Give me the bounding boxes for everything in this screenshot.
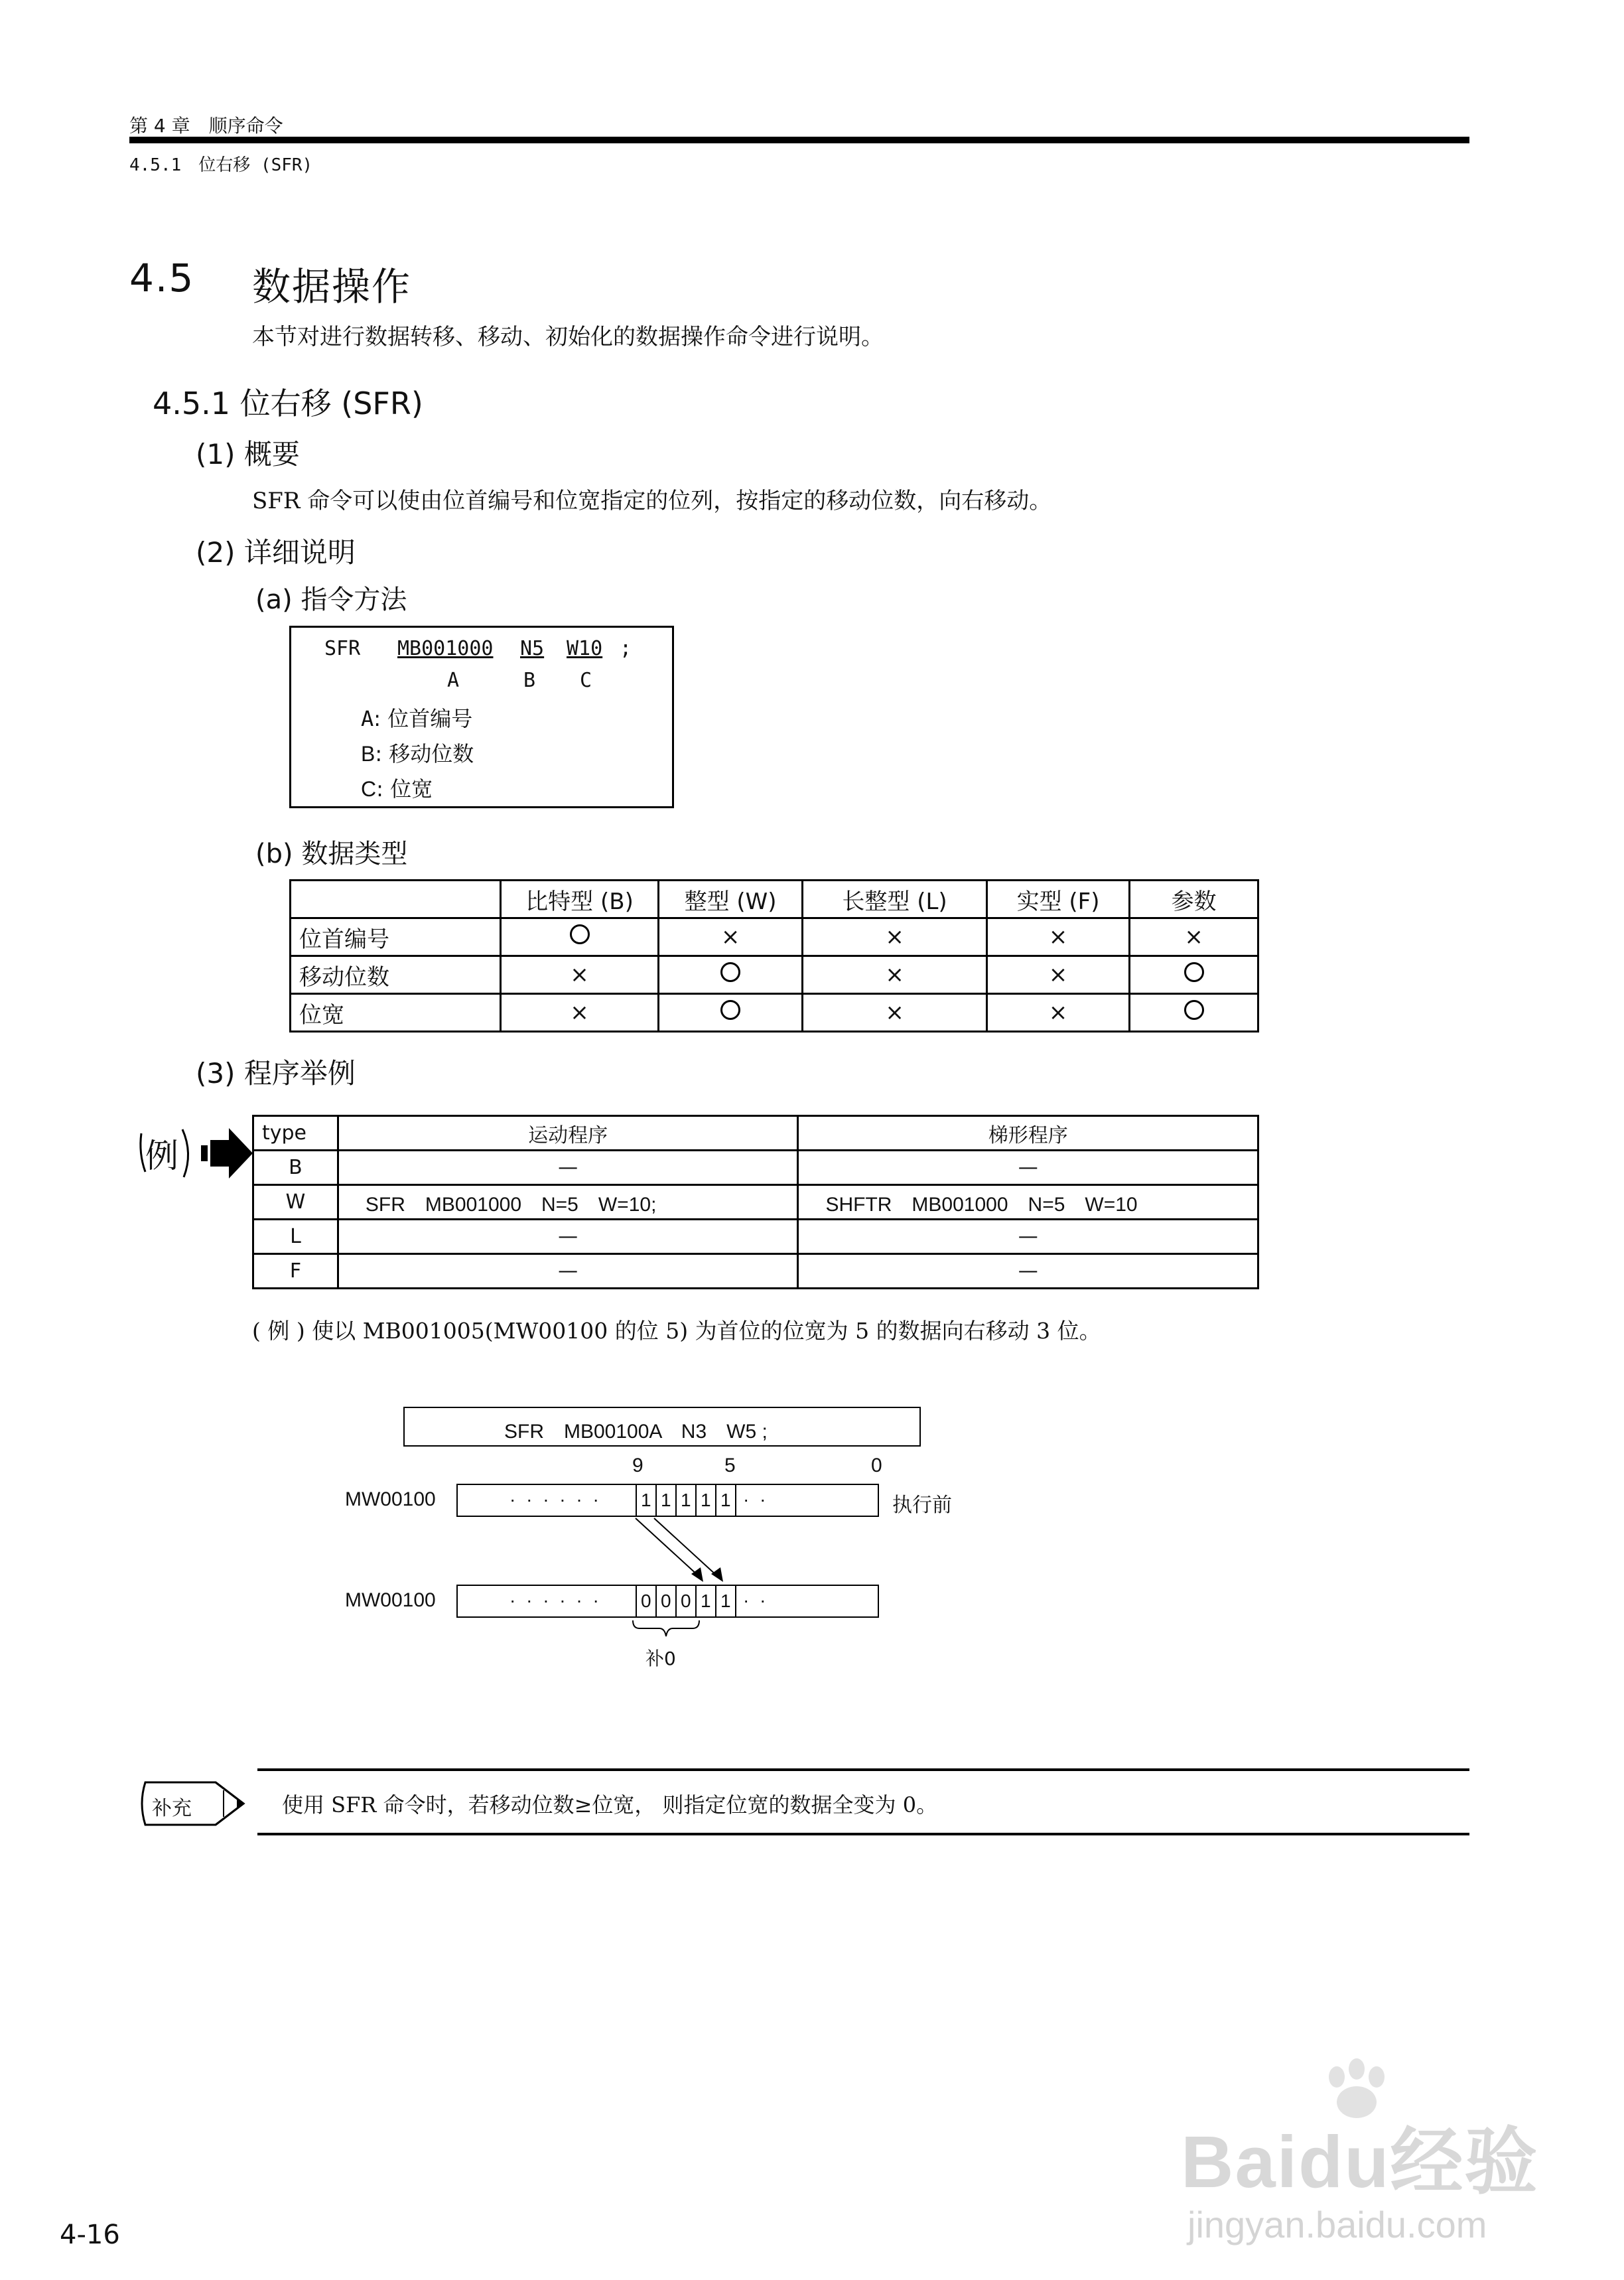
example-row <box>253 1254 1258 1289</box>
legend-b-text: : 移动位数 <box>375 741 474 766</box>
example-type-cell: F <box>253 1254 338 1289</box>
example-row <box>253 1185 1258 1220</box>
bit-cell: 1 <box>701 1490 711 1510</box>
example-motion-cell: — <box>338 1220 798 1254</box>
example-icon-label: 例 <box>145 1137 178 1175</box>
bit-cell: 0 <box>661 1591 671 1611</box>
circle-mark <box>501 918 659 956</box>
types-heading: (b) 数据类型 <box>255 839 408 869</box>
types-table <box>289 879 1259 1033</box>
section-ref: 4.5.1 位右移 (SFR) <box>129 155 313 175</box>
circle-mark <box>1130 956 1258 994</box>
legend-b <box>361 737 474 768</box>
example-heading: (3) 程序举例 <box>196 1057 356 1090</box>
method-heading: (a) 指令方法 <box>255 585 407 615</box>
circle-mark <box>658 956 803 994</box>
note-text: 使用 SFR 命令时，若移动位数≥位宽， 则指定位宽的数据全变为 0。 <box>282 1792 938 1817</box>
cross-mark: × <box>803 994 986 1032</box>
syntax-semicolon: ; <box>620 637 632 660</box>
types-header-row <box>291 881 1258 918</box>
types-header-cell: 长整型 (L) <box>803 881 986 918</box>
page-number: 4-16 <box>60 2220 120 2250</box>
cross-mark: × <box>803 956 986 994</box>
chapter-header: 第 4 章 顺序命令 <box>129 115 283 137</box>
cross-mark: × <box>986 956 1130 994</box>
example-type-cell: B <box>253 1151 338 1185</box>
syntax-op: SFR <box>324 637 361 660</box>
watermark-logo: Baidu经验 <box>1181 2121 1539 2203</box>
bit-cell: 1 <box>661 1490 671 1510</box>
types-header-cell: 实型 (F) <box>986 881 1130 918</box>
cross-mark: × <box>986 918 1130 956</box>
bit-position-9: 9 <box>632 1455 643 1476</box>
bit-cell: 1 <box>701 1591 711 1611</box>
note-bottom-rule <box>257 1833 1469 1835</box>
legend-c-key: C <box>361 777 377 801</box>
cross-mark: × <box>501 994 659 1032</box>
header-rule <box>129 137 1469 143</box>
types-header-cell: 整型 (W) <box>658 881 803 918</box>
syntax-arg-c: W10 <box>567 637 603 660</box>
example-header-cell: 梯形程序 <box>798 1116 1258 1151</box>
overview-text: SFR 命令可以使由位首编号和位宽指定的位列，按指定的移动位数，向右移动。 <box>252 488 1052 514</box>
example-table <box>252 1115 1259 1289</box>
cross-mark: × <box>803 918 986 956</box>
diagram-command-box <box>403 1407 921 1447</box>
note-icon <box>136 1770 249 1837</box>
register-before <box>456 1484 879 1517</box>
example-motion-cell: SFR MB001000 N=5 W=10; <box>338 1185 798 1220</box>
register-after-tail: · · <box>743 1590 769 1610</box>
register-after-dots: · · · · · · <box>509 1590 602 1610</box>
types-row <box>291 918 1258 956</box>
paw-icon <box>1317 2057 1396 2123</box>
detail-heading: (2) 详细说明 <box>196 536 356 569</box>
syntax-box <box>289 626 674 808</box>
example-ladder-cell: SHFTR MB001000 N=5 W=10 <box>798 1185 1258 1220</box>
register-after-label: MW00100 <box>345 1589 436 1611</box>
cross-mark: × <box>1130 918 1258 956</box>
syntax-label-a: A <box>447 669 460 692</box>
bit-position-5: 5 <box>724 1455 736 1476</box>
subsection-heading: 4.5.1 位右移 (SFR) <box>153 386 423 421</box>
cross-mark: × <box>501 956 659 994</box>
bit-cell: 1 <box>641 1490 651 1510</box>
note-top-rule <box>257 1768 1469 1771</box>
example-row <box>253 1220 1258 1254</box>
register-before-dots: · · · · · · <box>509 1489 602 1510</box>
example-ladder-cell: — <box>798 1254 1258 1289</box>
shift-arrows <box>630 1517 736 1590</box>
register-before-label: MW00100 <box>345 1488 436 1510</box>
cross-mark: × <box>986 994 1130 1032</box>
bit-position-0: 0 <box>871 1455 882 1476</box>
circle-mark <box>1130 994 1258 1032</box>
types-header-cell: 参数 <box>1130 881 1258 918</box>
overview-heading: (1) 概要 <box>196 438 300 470</box>
bit-cell: 0 <box>641 1591 651 1611</box>
before-label: 执行前 <box>892 1494 952 1517</box>
syntax-label-c: C <box>580 669 592 692</box>
types-header-cell <box>291 881 501 918</box>
cross-mark: × <box>658 918 803 956</box>
note-icon-label: 补充 <box>152 1797 192 1820</box>
example-caption: ( 例 ) 使以 MB001005(MW00100 的位 5) 为首位的位宽为 5 的数据向右移动 3 位。 <box>252 1318 1101 1344</box>
fill-label: 补0 <box>645 1648 676 1670</box>
example-ladder-cell: — <box>798 1220 1258 1254</box>
example-header-cell: 运动程序 <box>338 1116 798 1151</box>
watermark-url: jingyan.baidu.com <box>1187 2204 1487 2245</box>
fill-brace <box>630 1619 703 1646</box>
types-row-label: 位首编号 <box>291 918 501 956</box>
bit-cell: 1 <box>720 1490 731 1510</box>
circle-mark <box>658 994 803 1032</box>
legend-b-key: B <box>361 742 375 766</box>
example-icon <box>136 1120 255 1186</box>
types-row <box>291 956 1258 994</box>
example-motion-cell: — <box>338 1254 798 1289</box>
syntax-arg-a: MB001000 <box>397 637 494 660</box>
legend-c-text: : 位宽 <box>376 776 433 802</box>
example-header-cell: type <box>253 1116 338 1151</box>
example-motion-cell: — <box>338 1151 798 1185</box>
types-header-cell: 比特型 (B) <box>501 881 659 918</box>
legend-a-key: A <box>361 706 374 731</box>
legend-c <box>361 772 433 803</box>
bit-cell: 1 <box>681 1490 691 1510</box>
register-before-tail: · · <box>743 1489 769 1510</box>
example-ladder-cell: — <box>798 1151 1258 1185</box>
syntax-arg-b: N5 <box>520 637 545 660</box>
types-row <box>291 994 1258 1032</box>
example-header-row <box>253 1116 1258 1151</box>
legend-a <box>361 702 472 733</box>
bit-cell: 1 <box>720 1591 731 1611</box>
legend-a-text: : 位首编号 <box>373 706 473 731</box>
example-type-cell: W <box>253 1185 338 1220</box>
section-intro: 本节对进行数据转移、移动、初始化的数据操作命令进行说明。 <box>252 324 884 350</box>
types-row-label: 位宽 <box>291 994 501 1032</box>
register-after <box>456 1585 879 1618</box>
example-type-cell: L <box>253 1220 338 1254</box>
types-row-label: 移动位数 <box>291 956 501 994</box>
section-title: 数据操作 <box>252 264 412 309</box>
example-row <box>253 1151 1258 1185</box>
diagram-command: SFR MB00100A N3 W5 ; <box>504 1421 768 1443</box>
section-number: 4.5 <box>129 255 195 301</box>
syntax-label-b: B <box>523 669 536 692</box>
bit-cell: 0 <box>681 1591 691 1611</box>
